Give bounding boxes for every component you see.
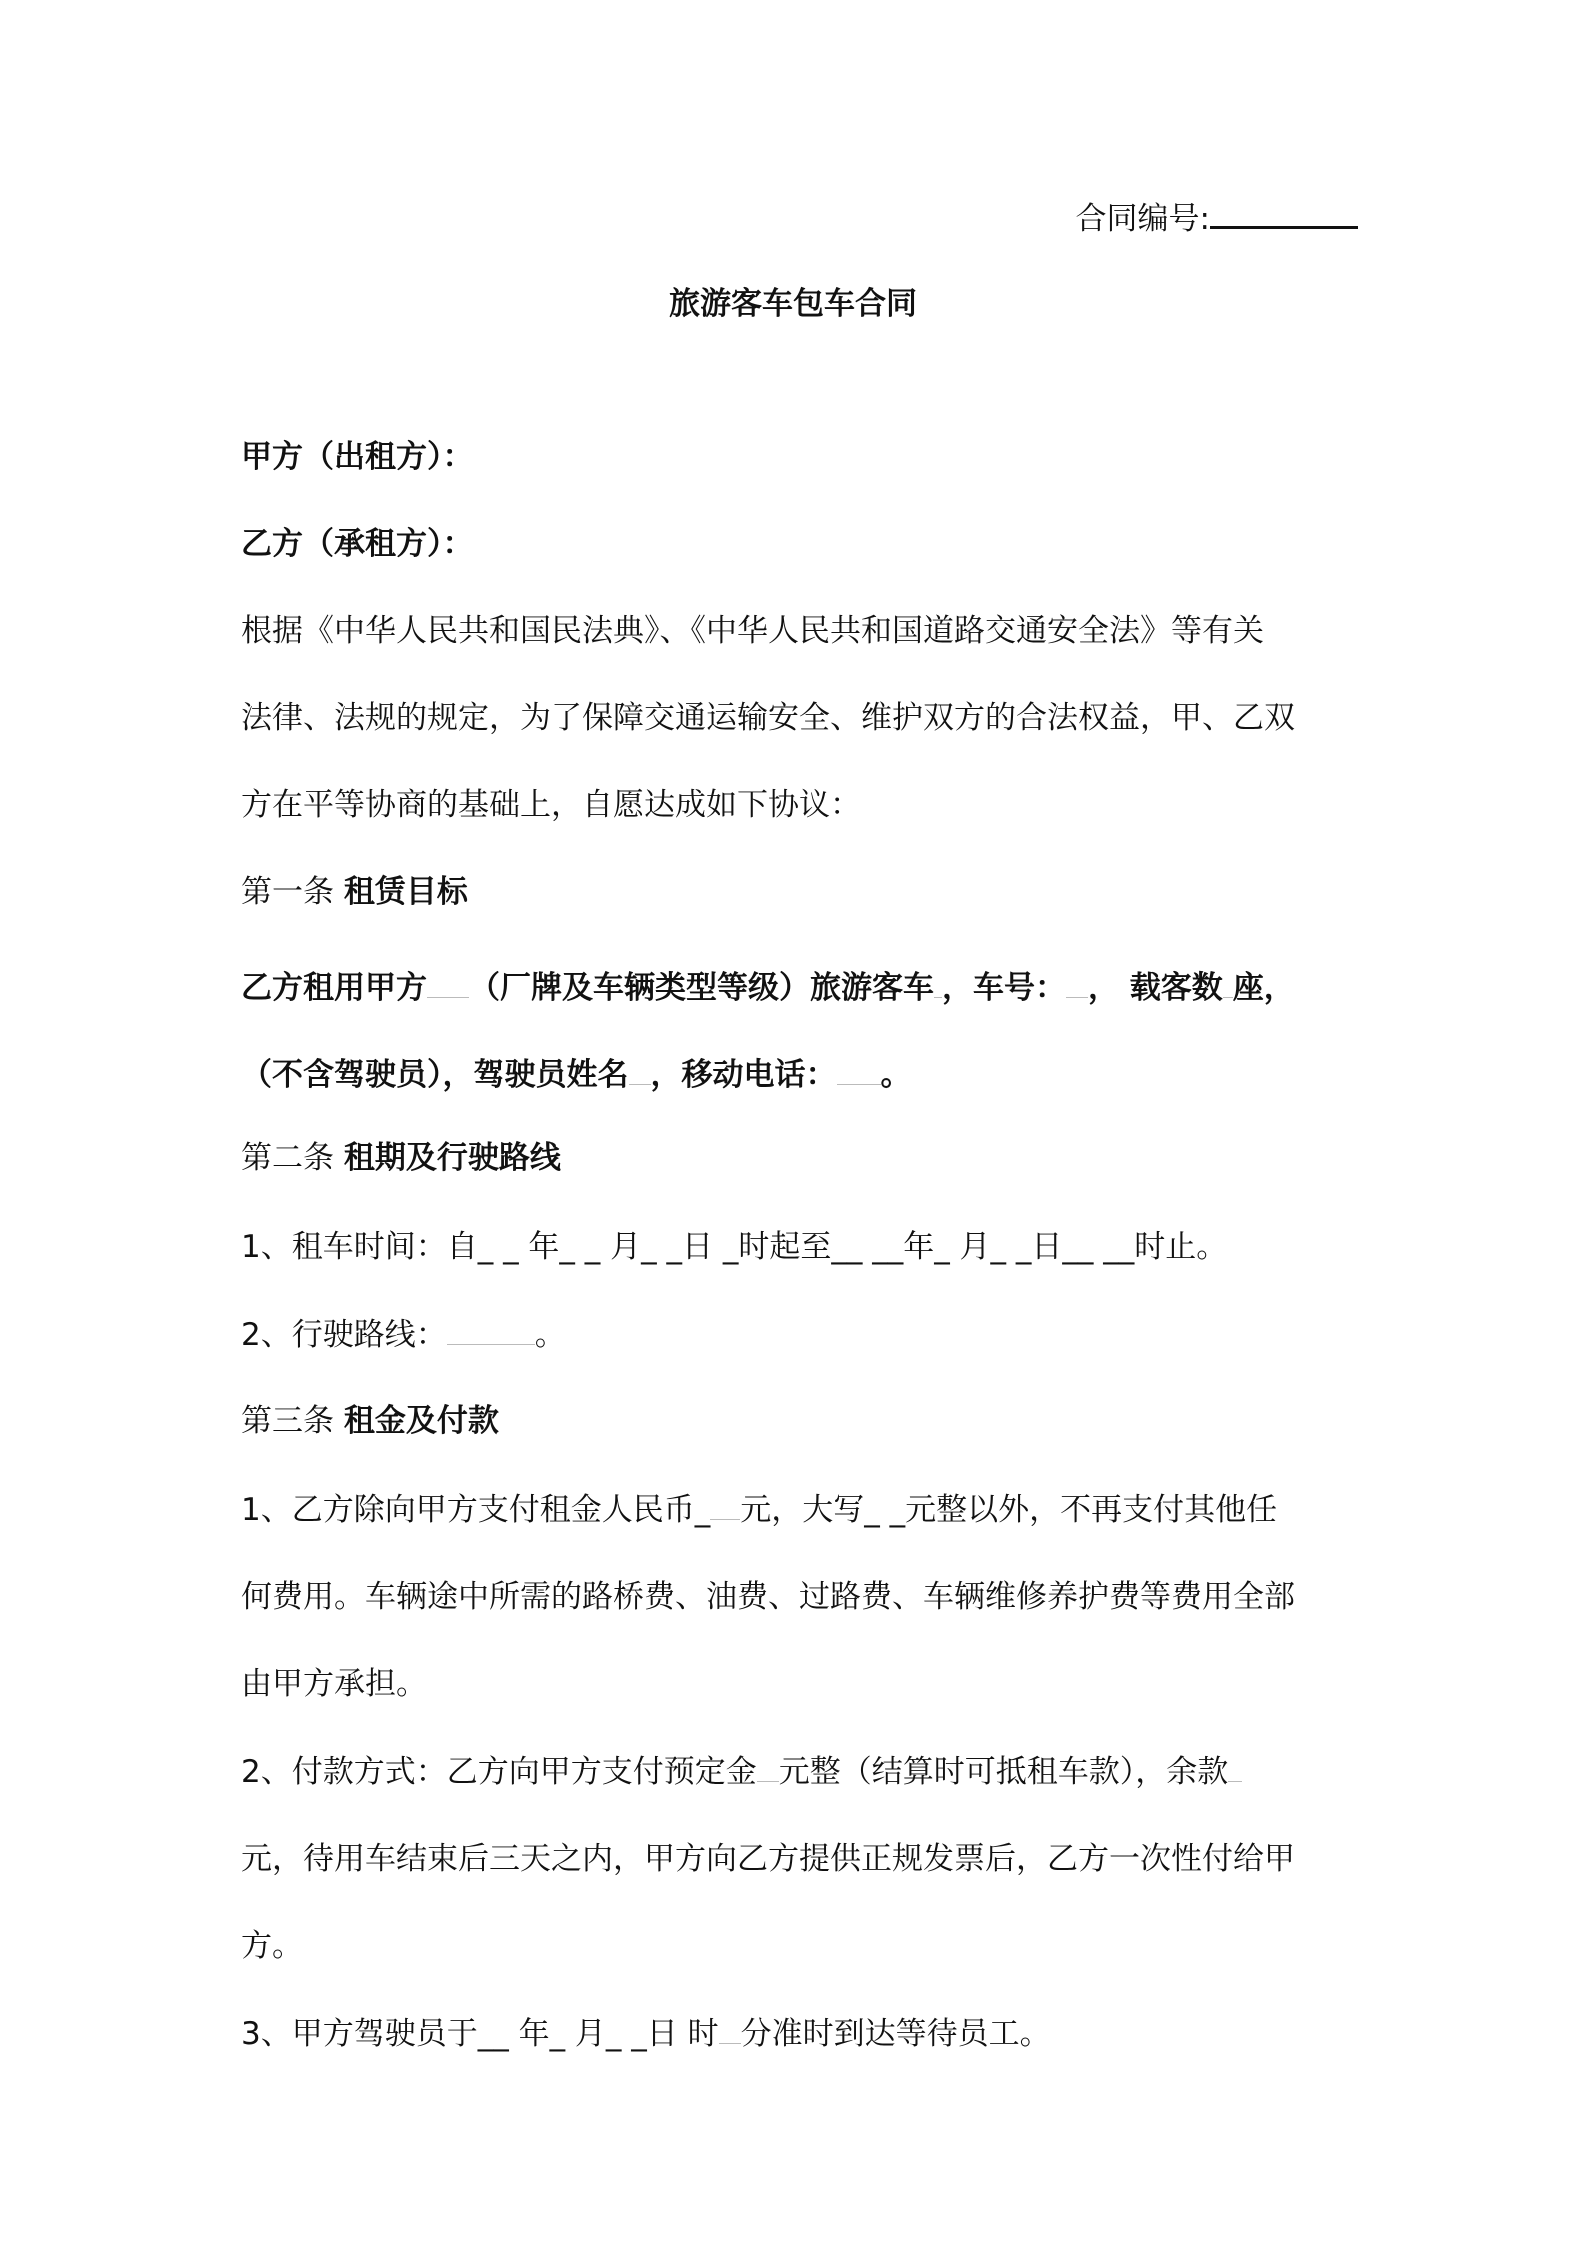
payment-clause-2-line-3: 方。	[241, 1928, 303, 1964]
article-1-text-b: （厂牌及车辆类型等级）旅游客车	[469, 970, 934, 1006]
payment-clause-2-line-2: 元，待用车结束后三天之内，甲方向乙方提供正规发票后，乙方一次性付给甲	[241, 1841, 1295, 1877]
route-label: 2、行驶路线：	[241, 1317, 447, 1353]
bus-blank	[934, 967, 942, 998]
article-1-text-g: ，移动电话：	[650, 1057, 837, 1093]
payment-clause-1-line-1	[241, 1488, 1277, 1532]
phone-blank	[837, 1054, 881, 1085]
article-1-text-a: 乙方租用甲方	[241, 970, 427, 1006]
article-1-name: 租赁目标	[343, 874, 468, 910]
article-2-heading	[241, 1136, 561, 1180]
article-1-line-1	[241, 966, 1295, 1010]
article-1-text-f: （不含驾驶员），驾驶员姓名	[241, 1057, 629, 1093]
arrival-text-a: 3、甲方驾驶员于__ 年_ 月_ _日 时	[241, 2016, 719, 2052]
article-3-heading	[241, 1399, 499, 1443]
arrival-text-b: 分准时到达等待员工。	[740, 2016, 1051, 2052]
preamble-line-2: 法律、法规的规定，为了保障交通运输安全、维护双方的合法权益，甲、乙双	[241, 700, 1295, 736]
brand-blank	[427, 967, 469, 998]
article-1-text-h: 。	[880, 1057, 912, 1093]
route-blank	[447, 1314, 535, 1345]
route-end: 。	[534, 1317, 566, 1353]
article-2-name: 租期及行驶路线	[343, 1140, 561, 1176]
party-a-line: 甲方（出租方）：	[241, 439, 474, 475]
balance-blank	[1228, 1751, 1242, 1782]
deposit-text-a: 2、付款方式：乙方向甲方支付预定金	[241, 1754, 757, 1790]
article-3-name: 租金及付款	[343, 1403, 499, 1439]
article-1-heading	[241, 870, 468, 914]
deposit-text-b: 元整（结算时可抵租车款），余款	[778, 1754, 1229, 1790]
arrival-minute-blank	[719, 2013, 741, 2044]
payment-clause-3-line	[241, 2012, 1051, 2056]
payment-clause-1-line-2: 何费用。车辆途中所需的路桥费、油费、过路费、车辆维修养护费等费用全部	[241, 1579, 1295, 1615]
payment-clause-2-line-1	[241, 1750, 1242, 1794]
article-1-text-c: ，车号：	[942, 970, 1066, 1006]
contract-number-blank	[1210, 196, 1358, 229]
rent-amount-blank	[710, 1489, 740, 1520]
driver-name-blank	[629, 1054, 651, 1085]
article-1-text-d: ， 载客数	[1088, 970, 1223, 1006]
route-line	[241, 1313, 566, 1357]
seats-blank	[1223, 967, 1233, 998]
article-1-number: 第一条	[241, 874, 334, 910]
plate-blank	[1066, 967, 1088, 998]
rent-text-a: 1、乙方除向甲方支付租金人民币_	[241, 1492, 711, 1528]
article-1-text-e: 座，	[1232, 970, 1295, 1006]
contract-title: 旅游客车包车合同	[669, 286, 917, 322]
deposit-blank	[757, 1751, 779, 1782]
article-2-number: 第二条	[241, 1140, 334, 1176]
preamble-line-3: 方在平等协商的基础上，自愿达成如下协议：	[241, 787, 861, 823]
contract-number	[1076, 196, 1358, 241]
payment-clause-1-line-3: 由甲方承担。	[241, 1666, 427, 1702]
preamble-line-1: 根据《中华人民共和国民法典》、《中华人民共和国道路交通安全法》等有关	[241, 613, 1264, 649]
rent-text-b: 元，大写_ _元整以外，不再支付其他任	[740, 1492, 1278, 1528]
rental-time-line: 1、租车时间：自_ _ 年_ _ 月_ _日 _时起至__ __年_ 月_ _日__ __时止。	[241, 1229, 1228, 1265]
contract-number-label: 合同编号:	[1075, 201, 1210, 237]
party-b-line: 乙方（承租方）：	[241, 526, 474, 562]
article-1-line-2	[241, 1053, 912, 1097]
article-3-number: 第三条	[241, 1403, 334, 1439]
